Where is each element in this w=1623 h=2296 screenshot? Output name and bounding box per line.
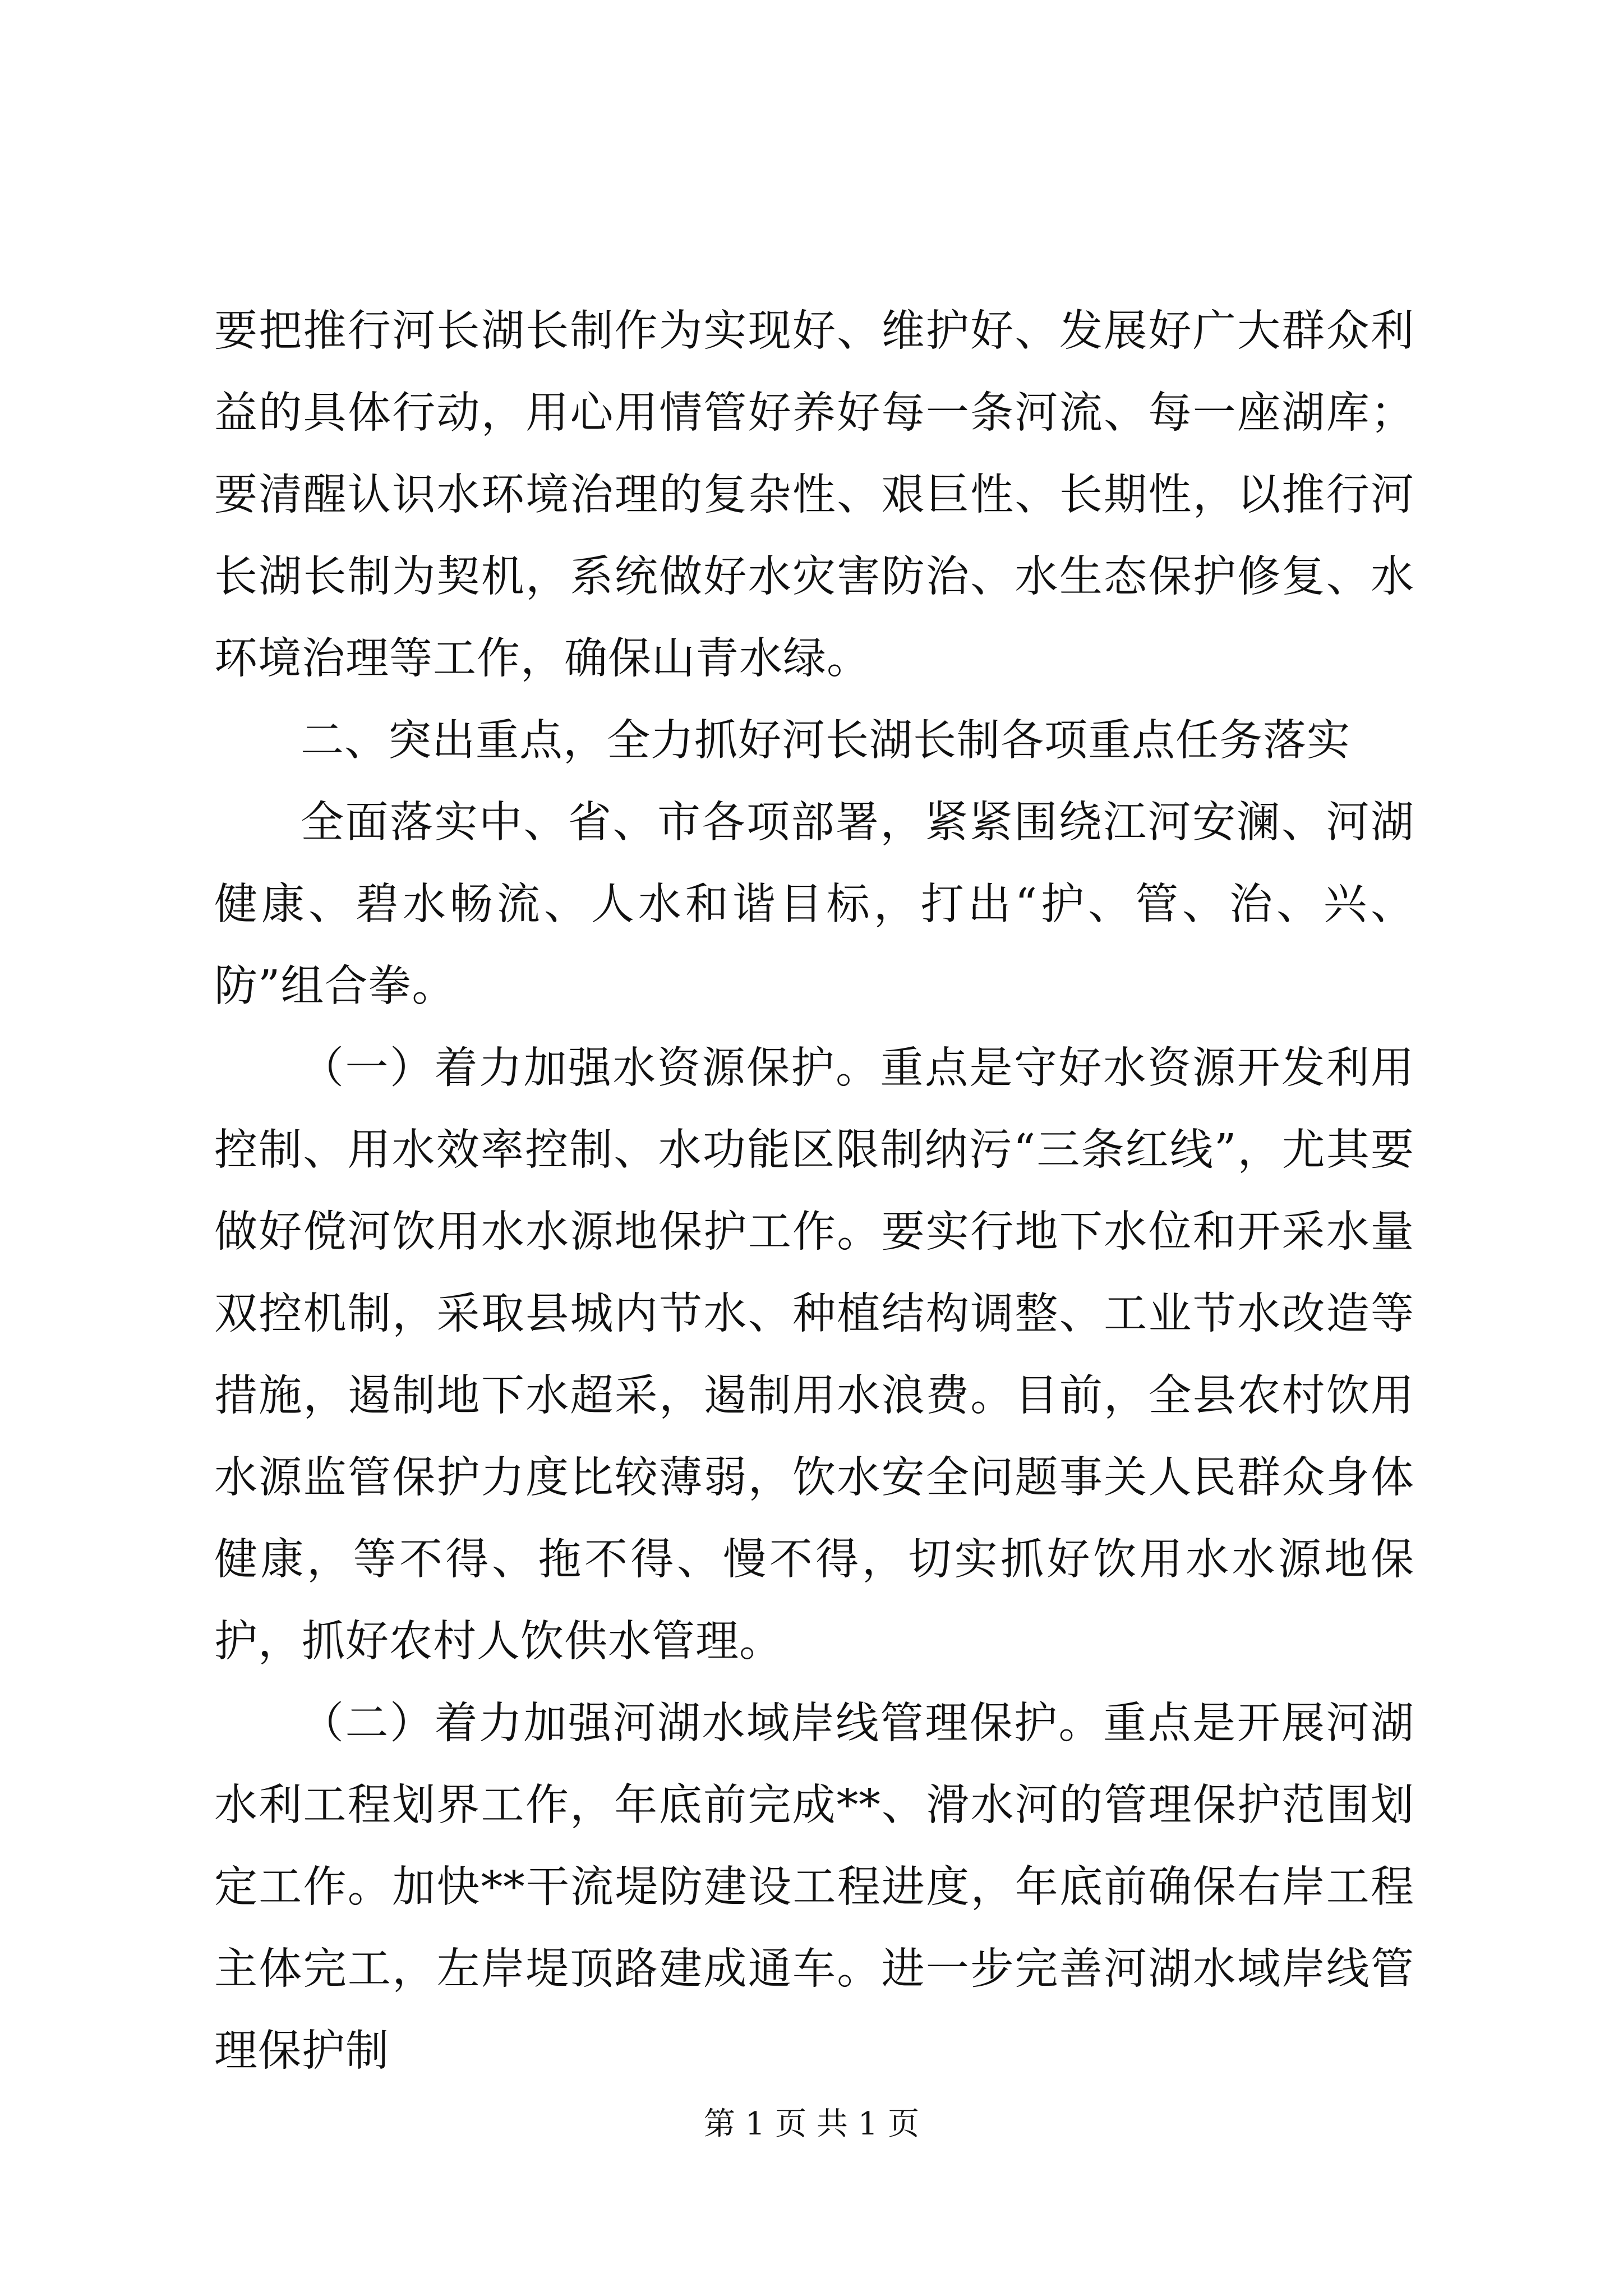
document-body: [214, 291, 1414, 2092]
paragraph-subitem-1: （一）着力加强水资源保护。重点是守好水资源开发利用控制、用水效率控制、水功能区限制纳污“三条红线”，尤其要做好傥河饮用水水源地保护工作。要实行地下水位和开采水量双控机制，采取县城内节水、种植结构调整、工业节水改造等措施，遏制地下水超采，遏制用水浪费。目前，全县农村饮用水源监管保护力度比较薄弱，饮水安全问题事关人民群众身体健康，等不得、拖不得、慢不得，切实抓好饮用水水源地保护，抓好农村人饮供水管理。: [214, 1043, 1414, 1667]
page-footer: 第 1 页 共 1 页: [703, 2106, 920, 2142]
paragraph: 全面落实中、省、市各项部署，紧紧围绕江河安澜、河湖健康、碧水畅流、人水和谐目标，打出“护、管、治、兴、防”组合拳。: [214, 798, 1414, 1011]
paragraph-continued: 要把推行河长湖长制作为实现好、维护好、发展好广大群众利益的具体行动，用心用情管好养好每一条河流、每一座湖库；要清醒认识水环境治理的复杂性、艰巨性、长期性，以推行河长湖长制为契机，系统做好水灾害防治、水生态保护修复、水环境治理等工作，确保山青水绿。: [214, 306, 1414, 684]
paragraph-subitem-2: （二）着力加强河湖水域岸线管理保护。重点是开展河湖水利工程划界工作，年底前完成**、滑水河的管理保护范围划定工作。加快**干流堤防建设工程进度，年底前确保右岸工程主体完工，左岸堤顶路建成通车。进一步完善河湖水域岸线管理保护制: [214, 1699, 1414, 2076]
section-heading: 二、突出重点，全力抓好河长湖长制各项重点任务落实: [301, 716, 1350, 766]
